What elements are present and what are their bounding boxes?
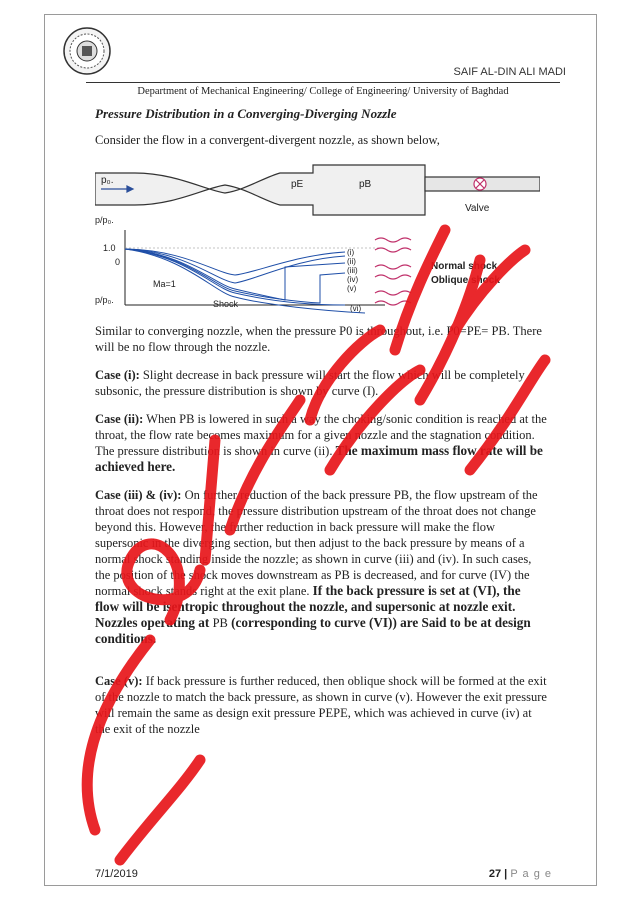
- label-shock: Shock: [213, 299, 239, 309]
- footer-page: [489, 868, 552, 880]
- case-v-label: Case (v):: [95, 674, 143, 688]
- label-pb: pB: [359, 179, 372, 190]
- page-label: P a g e: [510, 868, 552, 880]
- exit-shock-sketches: [375, 238, 411, 305]
- curve-label-v: (v): [347, 284, 357, 293]
- case-ii-label: Case (ii):: [95, 412, 144, 426]
- curve-label-vi: (vi): [350, 304, 362, 313]
- label-zero: 0: [115, 257, 121, 267]
- case-iii-iv-label: Case (iii) & (iv):: [95, 488, 182, 502]
- paragraph-intro: Similar to converging nozzle, when the pressure P0 is throughout, i.e. P0=PE= PB. There will be no flow through the nozzle.: [95, 324, 542, 354]
- case-i-text: Slight decrease in back pressure will start the flow which will be completely subsonic, the pressure distribution is shown by curve (I).: [95, 368, 525, 398]
- case-v-text: If back pressure is further reduced, then oblique shock will be formed at the exit of the nozzle to match the back pressure, as shown in curve (v). However the exit pressure will remain the same as design exit pressure PEPE, which was achieved in curve (iv) at the exit of the nozzle: [95, 674, 547, 736]
- nozzle-pressure-diagram: [95, 155, 540, 317]
- case-ii-emphasis: The maximum mass flow rate will be achieved here.: [95, 443, 543, 474]
- page-separator: |: [501, 868, 511, 880]
- case-iii-iv-emphasis-2: (corresponding to curve (VI)) are Said to be at design conditions.: [95, 615, 531, 646]
- paragraph-case-v: [95, 673, 547, 737]
- author-name: SAIF AL-DIN ALI MADI: [453, 66, 566, 78]
- case-ii-text: When PB is lowered in such a way the choking/sonic condition is reached at the throat, the flow rate becomes maximum for a given nozzle and the stagnation condition. The pressure distribution is shown in curve (ii).: [95, 412, 547, 458]
- curve-label-i: (i): [347, 248, 355, 257]
- curve-labels: [347, 248, 361, 313]
- footer-date: 7/1/2019: [95, 868, 138, 880]
- section-title: Pressure Distribution in a Converging-Diverging Nozzle: [95, 106, 397, 121]
- curve-label-iii: (iii): [347, 266, 358, 275]
- university-logo: [62, 26, 112, 76]
- label-ma: Ma=1: [153, 279, 176, 289]
- curve-label-ii: (ii): [347, 257, 356, 266]
- intro-text: Consider the flow in a convergent-divergent nozzle, as shown below,: [95, 133, 440, 147]
- label-pe: pE: [291, 179, 304, 190]
- label-p0: p₀.: [101, 175, 114, 186]
- paragraph-case-i: [95, 367, 547, 399]
- case-iii-iv-pb: PB: [212, 616, 228, 630]
- department-line: Department of Mechanical Engineering/ College of Engineering/ University of Baghdad: [137, 86, 509, 97]
- page-number: 27: [488, 868, 502, 880]
- header-divider: [86, 82, 560, 83]
- label-oblique-shock: Oblique shock: [431, 275, 500, 286]
- label-ratio-top: p/p₀.: [95, 215, 114, 225]
- case-iii-iv-text: On further reduction of the back pressure PB, the flow upstream of the throat does not respond, the pressure distribution upstream of the throat does not change beyond this. However, the further reduction in back pressure will make the flow supersonic in the diverging section, but then adjust to the back pressure by means of a normal shock standing inside the nozzle; as shown in curve (iii) and (iv). In such cases, the position of the shock moves downstream as PB is decreased, and for curve (IV) the normal shock stands right at the exit plane.: [95, 488, 538, 598]
- label-one: 1.0: [103, 243, 116, 253]
- paragraph-case-iii-iv: [95, 487, 547, 647]
- curve-label-iv: (iv): [347, 275, 359, 284]
- valve-icon: [474, 178, 486, 190]
- label-valve: Valve: [465, 203, 490, 214]
- body-text: [95, 323, 547, 749]
- case-iii-iv-emphasis-1: If the back pressure is set at (VI), the flow will be isentropic throughout the nozzle, and supersonic at nozzle exit. Nozzles operating at: [95, 583, 521, 630]
- case-i-label: Case (i):: [95, 368, 140, 382]
- label-ratio-bottom: p/p₀.: [95, 295, 114, 305]
- label-normal-shock: Normal shock: [431, 261, 498, 272]
- paragraph-case-ii: [95, 411, 547, 475]
